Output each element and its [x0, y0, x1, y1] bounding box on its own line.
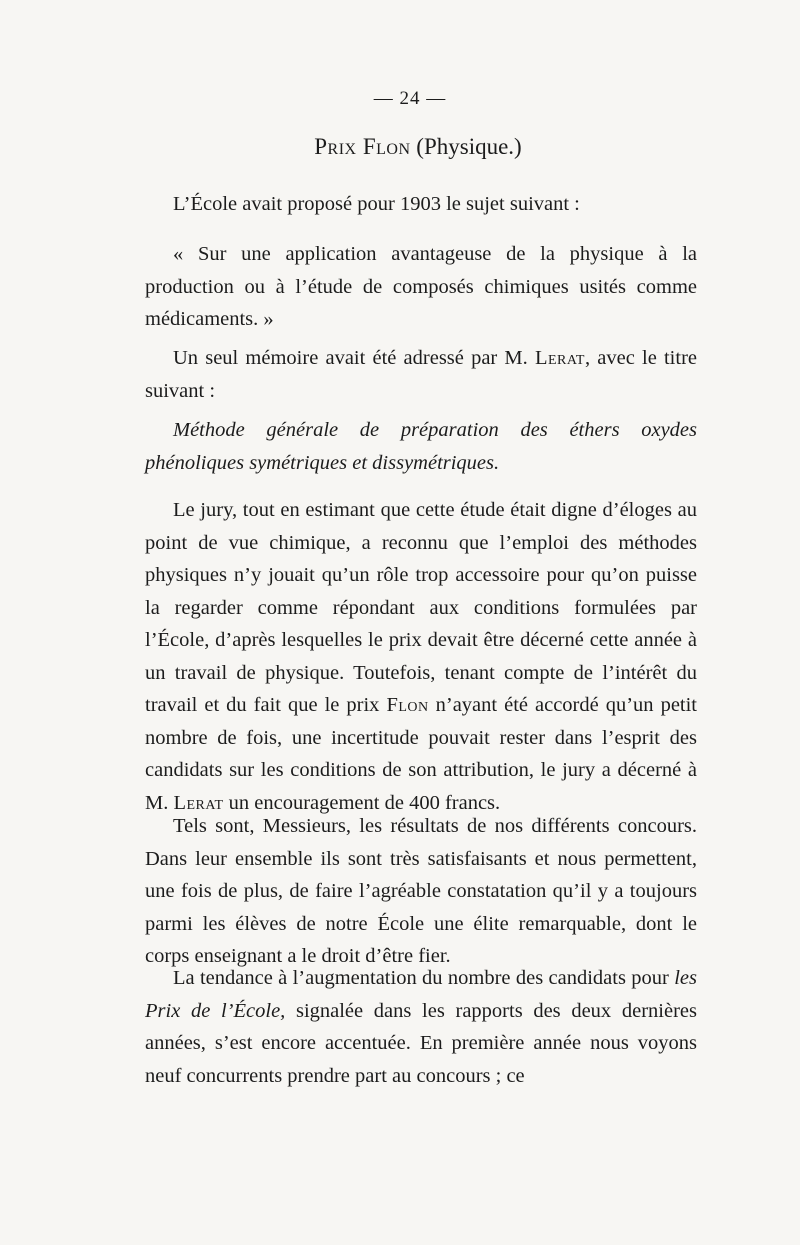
trend-text-1: La tendance à l’augmentation du nombre des candidats pour — [173, 967, 675, 989]
prize-subject: (Physique.) — [416, 134, 522, 159]
quote-paragraph: « Sur une application avantageuse de la physique à la production ou à l’étude de composés chimiques usités comme médicaments. » — [145, 243, 697, 330]
jury-text-3: un encouragement de 400 francs. — [223, 791, 501, 814]
memoir-title: Méthode générale de préparation des éthers oxydes phénoliques symétriques et dissymétriques. — [145, 419, 697, 474]
author-name-inline: Lerat — [173, 791, 224, 814]
prize-name: Prix Flon — [314, 134, 411, 159]
jury-paragraph — [145, 494, 697, 819]
prize-name-inline: Flon — [386, 694, 429, 716]
results-paragraph: Tels sont, Messieurs, les résultats de nos différents concours. Dans leur ensemble ils sont très satisfaisants et nous permettent, une fois de plus, de faire l’agréable constatation qu’il y a toujours parmi les élèves de notre École une élite remarquable, dont le corps enseignant a le droit d’être fier. — [145, 815, 697, 967]
author-name: Lerat — [534, 347, 585, 369]
jury-text-2: n’ayant été accordé qu’un petit nombre de fois, une incertitude pouvait rester dans l’esprit des candidats sur les conditions de son attribution, le jury a décerné à M. — [145, 694, 697, 814]
trend-italic: les Prix de l’École, — [145, 967, 697, 1022]
page-number: — 24 — — [373, 88, 447, 109]
trend-text-2: signalée dans les rapports des deux dernières années, s’est encore accentuée. En première année nous voyons neuf concurrents prendre part au concours ; ce — [145, 999, 697, 1087]
submission-paragraph — [145, 342, 697, 407]
trend-paragraph — [145, 962, 697, 1092]
intro-paragraph: L’École avait proposé pour 1903 le sujet suivant : — [173, 193, 580, 215]
submission-text-end: , avec le titre suivant : — [145, 347, 697, 402]
jury-text-1: Le jury, tout en estimant que cette étude était digne d’éloges au point de vue chimique, a reconnu que l’emploi des méthodes physiques n’y jouait qu’un rôle trop accessoire pour qu’on puisse la regarder comme répondant aux conditions formulées par l’École, d’après lesquelles le prix devait être décerné cette année à un travail de physique. Toutefois, tenant compte de l’intérêt du travail et du fait que le prix — [145, 499, 697, 716]
submission-text-start: Un seul mémoire avait été adressé par M. — [173, 347, 535, 369]
section-heading — [0, 134, 800, 160]
